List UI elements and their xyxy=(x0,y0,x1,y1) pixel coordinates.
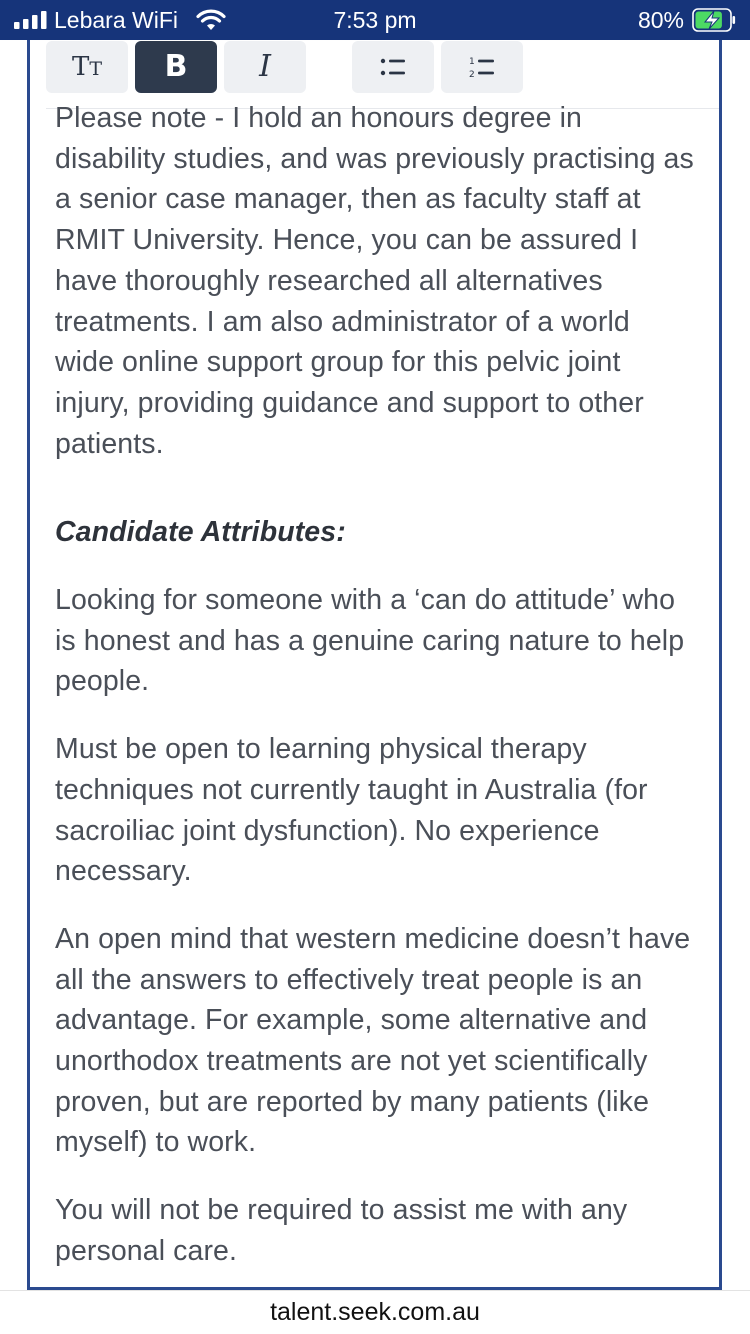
carrier-name: Lebara WiFi xyxy=(54,7,178,33)
text-size-button[interactable] xyxy=(46,41,128,93)
numbered-list-button[interactable] xyxy=(441,41,523,93)
formatting-toolbar xyxy=(46,41,706,94)
paragraph-open-mind: An open mind that western medicine doesn’t have all the answers to effectively treat people is an advantage. For example, some alternative and unorthodox treatments are not yet scientifically proven, but are reported by many patients (like myself) to work. xyxy=(55,922,691,1159)
section-heading: Candidate Attributes: xyxy=(55,516,346,549)
url-text: talent.seek.com.au xyxy=(270,1298,480,1326)
paragraph-attitude: Looking for someone with a ‘can do attitude’ who is honest and has a genuine caring nature to help people. xyxy=(55,584,685,698)
bold-button[interactable] xyxy=(135,41,217,93)
paragraph-personal-care: You will not be required to assist me with any personal care. xyxy=(55,1194,628,1267)
browser-url-bar[interactable] xyxy=(0,1290,750,1334)
italic-button[interactable] xyxy=(224,41,306,93)
svg-text:1: 1 xyxy=(469,57,475,67)
clock-time: 7:53 pm xyxy=(333,7,417,33)
italic-icon: I xyxy=(259,49,271,84)
bullet-list-icon xyxy=(380,56,406,78)
editor-content[interactable] xyxy=(55,98,695,1272)
bold-icon: B xyxy=(164,49,188,84)
numbered-list-icon xyxy=(469,55,495,79)
rich-text-editor[interactable] xyxy=(27,40,722,1290)
text-size-icon: TT xyxy=(71,52,103,82)
battery-percent: 80% xyxy=(637,7,684,33)
svg-text:2: 2 xyxy=(469,70,475,79)
intro-paragraph: Please note - I hold an honours degree in disability studies, and was previously practising as a senior case manager, then as faculty staff at RMIT University. Hence, you can be assured I have thoroughly researched all alternatives treatments. I am also administrator of a world wide online support group for this pelvic joint injury, providing guidance and support to other patients. xyxy=(55,102,694,460)
bullet-list-button[interactable] xyxy=(352,41,434,93)
status-bar xyxy=(0,0,750,40)
paragraph-physical-therapy: Must be open to learning physical therapy techniques not currently taught in Australia (for sacroiliac joint dysfunction). No experience necessary. xyxy=(55,733,648,888)
battery-charging-icon xyxy=(692,8,736,32)
